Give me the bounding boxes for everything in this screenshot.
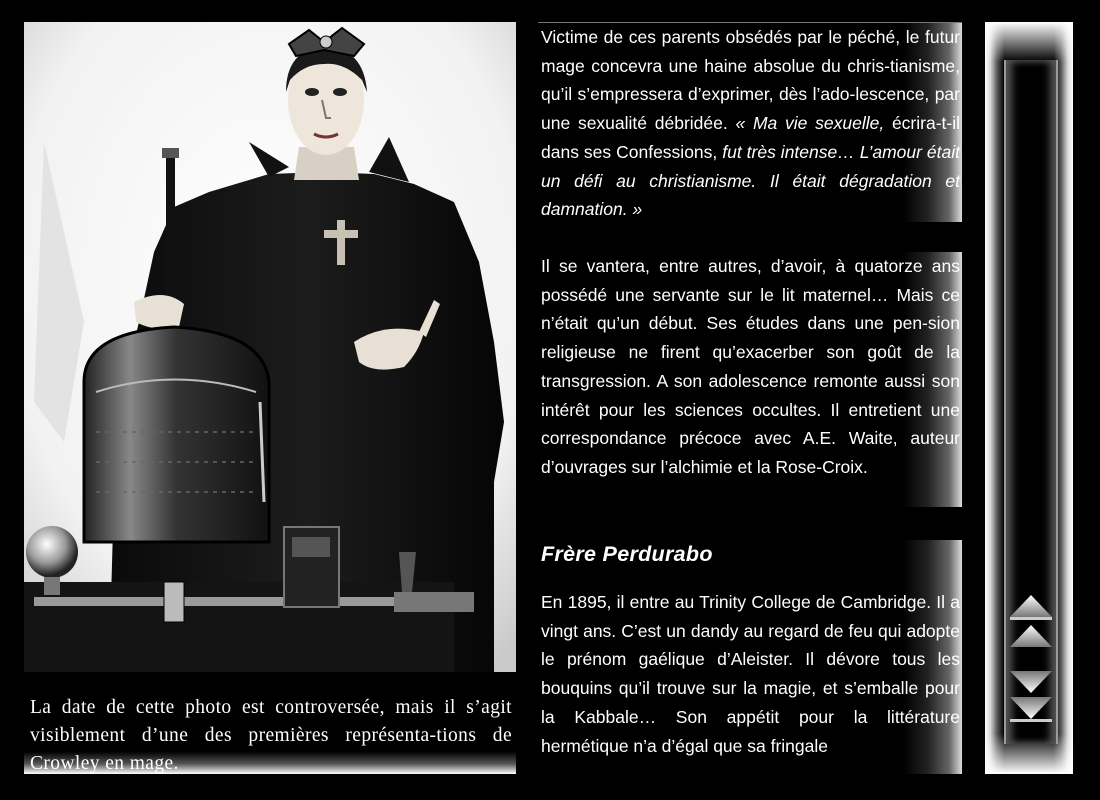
line-up-icon[interactable] <box>1006 622 1056 652</box>
article-column <box>538 22 962 774</box>
page-up-icon[interactable] <box>1006 592 1056 622</box>
scroll-track[interactable] <box>1004 60 1058 744</box>
page-down-icon[interactable] <box>1006 692 1056 722</box>
photo-panel <box>24 22 516 774</box>
photo-caption: La date de cette photo est controversée, mais il s’agit visiblement d’une des premières représenta-tions de Crowley en mage. <box>24 672 516 774</box>
article-block-2 <box>538 252 962 507</box>
article-block-1 <box>538 22 962 222</box>
scroll-control <box>985 22 1073 774</box>
paragraph-1 <box>541 23 960 224</box>
crowley-photo <box>24 22 516 672</box>
paragraph-2: Il se vantera, entre autres, d’avoir, à quatorze ans possédé une servante sur le lit maternel… Mais ce n’était qu’un début. Ses études dans une pen-sion religieuse ne firent qu’exacerber son goût de la transgression. A son adolescence remonte aussi son intérêt pour les sciences occultes. Il entretient une correspondance précoce avec A.E. Waite, auteur d’ouvrages sur l’alchimie et la Rose-Croix. <box>541 256 960 477</box>
section-heading: Frère Perdurabo <box>541 542 713 566</box>
paragraph-3: En 1895, il entre au Trinity College de Cambridge. Il a vingt ans. C’est un dandy au regard de feu qui adopte le prénom gaélique d’Aleister. Il dévore tous les bouquins qu’il trouve sur la magie, et s’emballe pour la Kabbale… Son appétit pour la littérature hermétique n’a d’égal que sa fringale <box>541 592 960 756</box>
paragraph-1-mid: écrira-t-il dans ses Confessions, <box>541 113 960 162</box>
paragraph-1-text: Victime de ces parents obsédés par le péché, le futur mage concevra une haine absolue du chris-tianisme, qu’il s’empressera d’exprimer, dès l’ado-lescence, par une sexualité débridée. <box>541 27 960 134</box>
quote-part-2: fut très intense… L’amour était un défi au christianisme. Il était dégradation et damnation. » <box>541 141 961 220</box>
scroll-cap-top <box>985 22 1073 62</box>
quote-part-1: « Ma vie sexuelle, <box>735 113 885 134</box>
article-block-3 <box>538 540 962 774</box>
